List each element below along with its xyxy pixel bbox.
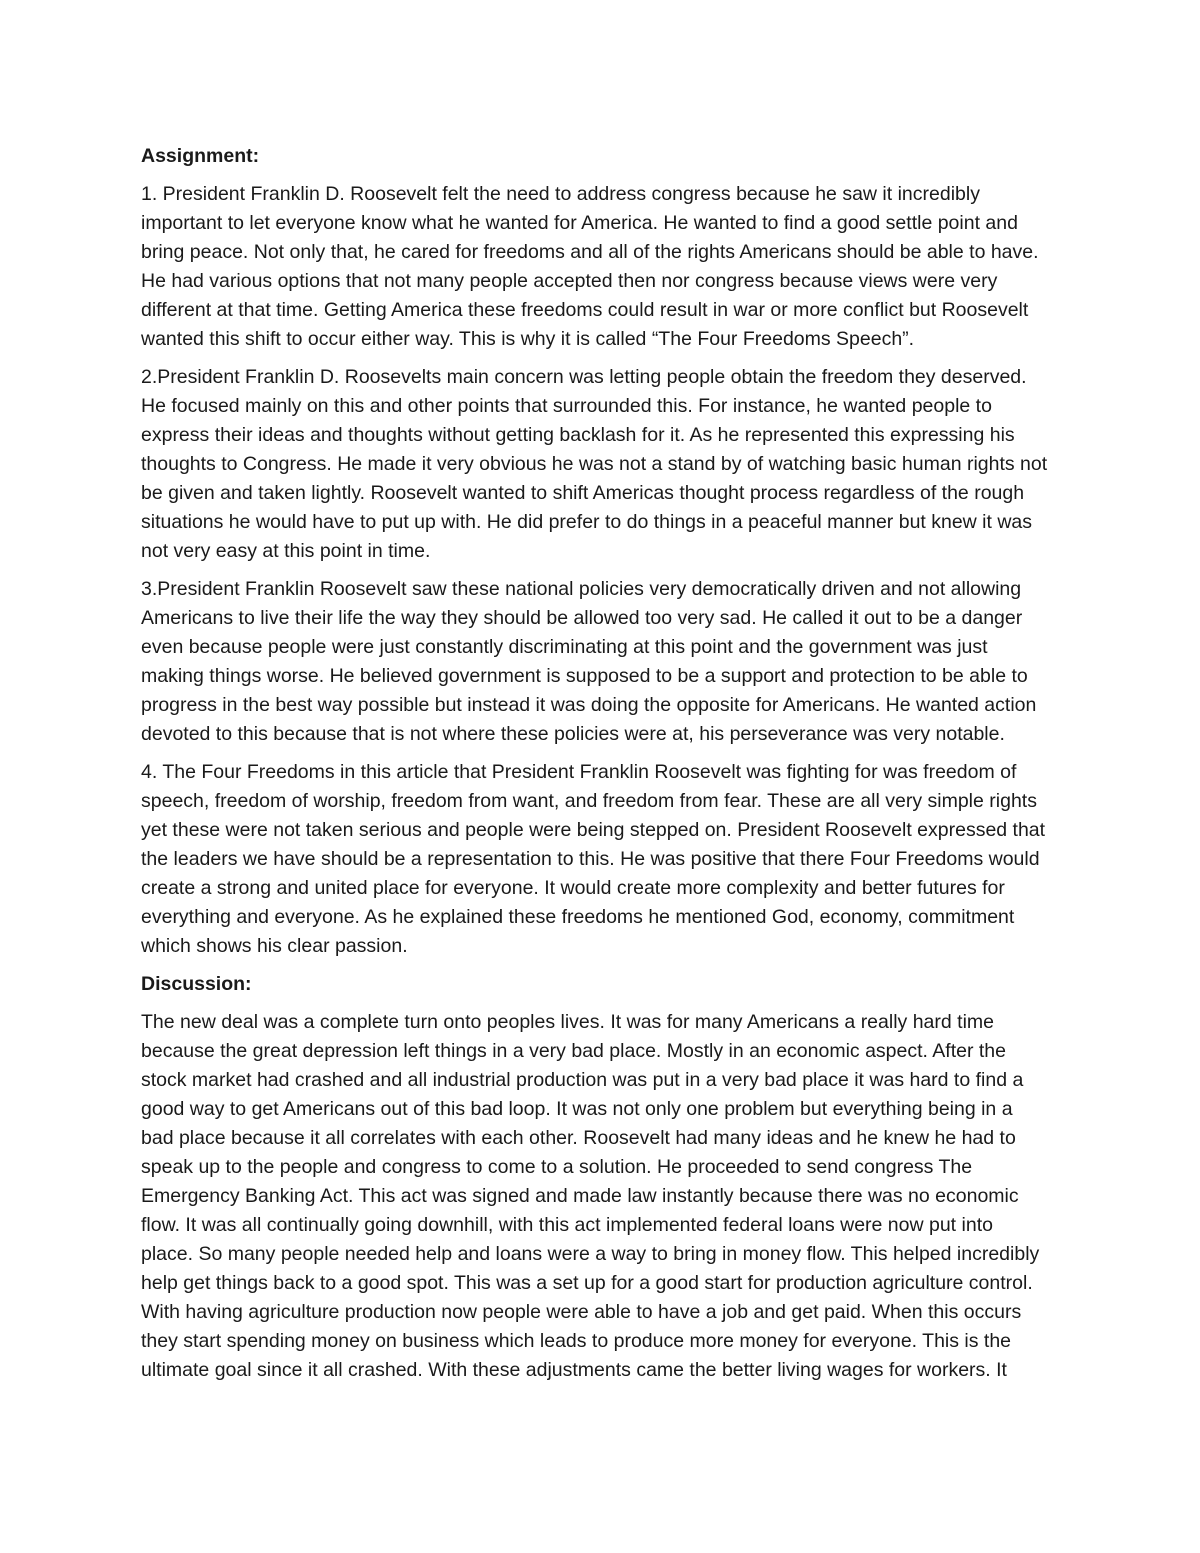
text-line: He had various options that not many people accepted then nor congress because views were very: [141, 270, 998, 292]
text-line: help get things back to a good spot. This was a set up for a good start for production agriculture control.: [141, 1272, 1033, 1294]
document-body: [141, 142, 1069, 1394]
text-line: yet these were not taken serious and people were being stepped on. President Roosevelt expressed that: [141, 819, 1046, 841]
text-line: He focused mainly on this and other points that surrounded this. For instance, he wanted people to: [141, 395, 992, 417]
text-line: stock market had crashed and all industrial production was put in a very bad place it was hard to find a: [141, 1069, 1024, 1091]
text-line: because the great depression left things in a very bad place. Mostly in an economic aspect. After the: [141, 1040, 1006, 1062]
text-line: place. So many people needed help and loans were a way to bring in money flow. This helped incredibly: [141, 1243, 1040, 1265]
text-line: 4. The Four Freedoms in this article that President Franklin Roosevelt was fighting for was freedom of: [141, 761, 1017, 783]
text-line: which shows his clear passion.: [141, 935, 408, 957]
text-line: speech, freedom of worship, freedom from want, and freedom from fear. These are all very simple rights: [141, 790, 1037, 812]
text-line: Americans to live their life the way they should be allowed too very sad. He called it out to be a danger: [141, 607, 1023, 629]
text-line: devoted to this because that is not where these policies were at, his perseverance was very notable.: [141, 723, 1005, 745]
assignment-paragraph-2: [141, 363, 1069, 566]
text-line: good way to get Americans out of this bad loop. It was not only one problem but everything being in a: [141, 1098, 1013, 1120]
assignment-paragraph-1: [141, 180, 1069, 354]
text-line: 3.President Franklin Roosevelt saw these national policies very democratically driven and not allowing: [141, 578, 1022, 600]
assignment-paragraph-4: [141, 758, 1069, 961]
text-line: be given and taken lightly. Roosevelt wanted to shift Americas thought process regardless of the rough: [141, 482, 1025, 504]
text-line: ultimate goal since it all crashed. With these adjustments came the better living wages for workers. It: [141, 1359, 1007, 1381]
text-line: different at that time. Getting America these freedoms could result in war or more conflict but Roosevelt: [141, 299, 1029, 321]
text-line: bad place because it all correlates with each other. Roosevelt had many ideas and he knew he had to: [141, 1127, 1016, 1149]
text-line: not very easy at this point in time.: [141, 540, 431, 562]
text-line: express their ideas and thoughts without getting backlash for it. As he represented this expressing his: [141, 424, 1015, 446]
assignment-heading: Assignment:: [141, 145, 260, 167]
discussion-heading: Discussion:: [141, 973, 252, 995]
text-line: progress in the best way possible but instead it was doing the opposite for Americans. He wanted action: [141, 694, 1037, 716]
text-line: important to let everyone know what he wanted for America. He wanted to find a good settle point and: [141, 212, 1018, 234]
text-line: create a strong and united place for everyone. It would create more complexity and better futures for: [141, 877, 1005, 899]
text-line: Emergency Banking Act. This act was signed and made law instantly because there was no economic: [141, 1185, 1019, 1207]
text-line: they start spending money on business which leads to produce more money for everyone. This is the: [141, 1330, 1012, 1352]
text-line: making things worse. He believed government is supposed to be a support and protection to be able to: [141, 665, 1028, 687]
text-line: situations he would have to put up with. He did prefer to do things in a peaceful manner but knew it was: [141, 511, 1033, 533]
text-line: With having agriculture production now people were able to have a job and get paid. When this occurs: [141, 1301, 1022, 1323]
text-line: even because people were just constantly discriminating at this point and the government was just: [141, 636, 988, 658]
text-line: speak up to the people and congress to come to a solution. He proceeded to send congress The: [141, 1156, 973, 1178]
assignment-paragraph-3: [141, 575, 1069, 749]
text-line: wanted this shift to occur either way. This is why it is called “The Four Freedoms Speech”.: [141, 328, 915, 350]
text-line: flow. It was all continually going downhill, with this act implemented federal loans were now put into: [141, 1214, 993, 1236]
discussion-paragraph-1: [141, 1008, 1069, 1385]
text-line: bring peace. Not only that, he cared for freedoms and all of the rights Americans should be able to have.: [141, 241, 1039, 263]
text-line: 1. President Franklin D. Roosevelt felt the need to address congress because he saw it incredibly: [141, 183, 980, 205]
text-line: thoughts to Congress. He made it very obvious he was not a stand by of watching basic human rights not: [141, 453, 1048, 475]
text-line: the leaders we have should be a representation to this. He was positive that there Four Freedoms would: [141, 848, 1040, 870]
text-line: The new deal was a complete turn onto peoples lives. It was for many Americans a really hard time: [141, 1011, 994, 1033]
text-line: 2.President Franklin D. Roosevelts main concern was letting people obtain the freedom they deserved.: [141, 366, 1027, 388]
text-line: everything and everyone. As he explained these freedoms he mentioned God, economy, commitment: [141, 906, 1015, 928]
